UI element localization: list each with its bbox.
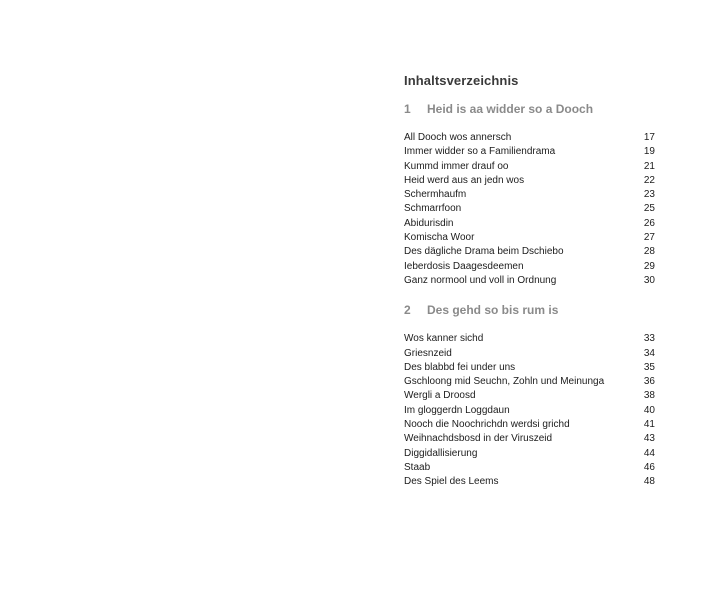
toc-entry <box>404 475 655 489</box>
toc-entry-title: Des dägliche Drama beim Dschiebo <box>404 246 564 258</box>
toc-entry-title: Gschloong mid Seuchn, Zohln und Meinunga <box>404 376 605 388</box>
toc-entry-title: Weihnachdsbosd in der Viruszeid <box>404 433 553 445</box>
toc-entry-page: 48 <box>643 476 655 488</box>
chapter-number: 2 <box>404 303 411 318</box>
chapter-title: Des gehd so bis rum is <box>427 303 559 318</box>
toc-entry-page: 25 <box>643 203 655 215</box>
toc-entry-page: 34 <box>643 347 655 359</box>
toc-entry-title: Heid werd aus an jedn wos <box>404 174 525 186</box>
toc-entry <box>404 447 655 461</box>
toc-entry <box>404 461 655 475</box>
toc-entry-page: 36 <box>643 376 655 388</box>
toc-entry-title: Wergli a Droosd <box>404 390 476 402</box>
toc-entry-page: 27 <box>643 232 655 244</box>
toc-entry <box>404 217 655 231</box>
toc-entry-title: Im gloggerdn Loggdaun <box>404 404 510 416</box>
toc-entry <box>404 375 655 389</box>
toc-entry <box>404 274 655 288</box>
toc-entry <box>404 361 655 375</box>
toc-entry-page: 41 <box>643 419 655 431</box>
toc-entry <box>404 188 655 202</box>
chapter-2-entries <box>404 332 655 489</box>
chapter-1-entries <box>404 131 655 288</box>
toc-entry-page: 23 <box>643 189 655 201</box>
toc-entry-page: 33 <box>643 333 655 345</box>
toc-entry <box>404 231 655 245</box>
toc-entry <box>404 332 655 346</box>
toc-entry-title: Diggidallisierung <box>404 447 478 459</box>
toc-entry-title: Nooch die Noochrichdn werdsi grichd <box>404 419 570 431</box>
toc-entry-title: Abidurisdin <box>404 217 454 229</box>
toc-entry <box>404 347 655 361</box>
toc-entry <box>404 174 655 188</box>
toc-entry-page: 22 <box>643 174 655 186</box>
toc-entry-title: All Dooch wos annersch <box>404 132 512 143</box>
toc-entry-page: 26 <box>643 217 655 229</box>
toc-entry <box>404 145 655 159</box>
toc-entry-page: 28 <box>643 246 655 258</box>
toc-entry-page: 35 <box>643 361 655 373</box>
toc-entry-page: 17 <box>643 132 655 143</box>
toc-entry <box>404 389 655 403</box>
toc-entry-page: 43 <box>643 433 655 445</box>
toc-entry-title: Ieberdosis Daagesdeemen <box>404 260 524 272</box>
toc-entry-page: 44 <box>643 447 655 459</box>
toc-entry-title: Griesnzeid <box>404 347 452 359</box>
toc-entry-title: Wos kanner sichd <box>404 333 484 345</box>
toc-entry-title: Ganz normool und voll in Ordnung <box>404 274 557 286</box>
toc-entry-title: Des blabbd fei under uns <box>404 361 516 373</box>
toc-entry <box>404 404 655 418</box>
chapter-number: 1 <box>404 102 411 116</box>
toc-entry-page: 40 <box>643 404 655 416</box>
toc-entry <box>404 432 655 446</box>
toc-entry-title: Staab <box>404 461 431 473</box>
chapter-heading-2 <box>404 302 655 318</box>
toc-entry-page: 30 <box>643 274 655 286</box>
toc-entry-title: Kummd immer drauf oo <box>404 160 509 172</box>
toc-entry <box>404 202 655 216</box>
toc-entry-page: 21 <box>643 160 655 172</box>
toc-entry <box>404 245 655 259</box>
toc-entry <box>404 160 655 174</box>
toc-entry-title: Schermhaufm <box>404 189 467 201</box>
toc-entry-title: Schmarrfoon <box>404 203 462 215</box>
table-of-contents <box>404 72 655 490</box>
toc-entry-title: Des Spiel des Leems <box>404 476 499 488</box>
toc-title: Inhaltsverzeichnis <box>404 73 519 88</box>
toc-entry <box>404 260 655 274</box>
toc-entry-page: 29 <box>643 260 655 272</box>
toc-entry <box>404 131 655 145</box>
toc-entry-page: 46 <box>643 461 655 473</box>
chapter-heading-1 <box>404 101 655 117</box>
toc-entry-page: 38 <box>643 390 655 402</box>
toc-entry-title: Immer widder so a Familiendrama <box>404 146 556 158</box>
toc-entry <box>404 418 655 432</box>
toc-entry-title: Komischa Woor <box>404 232 475 244</box>
chapter-title: Heid is aa widder so a Dooch <box>427 102 594 116</box>
toc-entry-page: 19 <box>643 146 655 158</box>
